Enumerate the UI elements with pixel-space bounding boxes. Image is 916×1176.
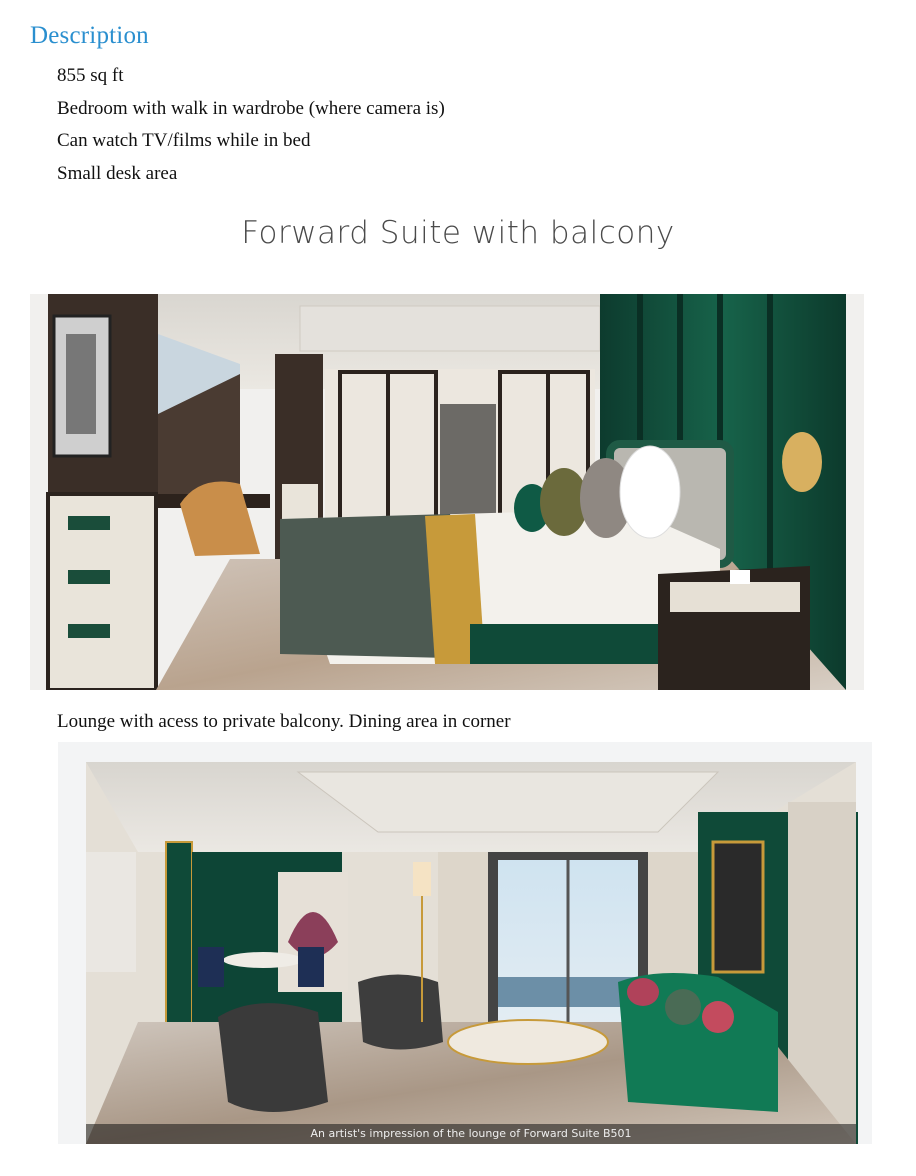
coffee-table [448,1020,608,1064]
lounge-illustration [58,742,872,1144]
wall-artwork-right [713,842,763,972]
lounge-photo [58,742,872,1144]
description-list [57,60,445,190]
list-item: Bedroom with walk in wardrobe (where camera is) [57,97,445,119]
list-item: Small desk area [57,162,178,184]
armchair [218,1003,328,1112]
photo-credit: An artist's impression of the lounge of Forward Suite B501 [86,1124,856,1144]
list-item: 855 sq ft [57,65,124,86]
list-item: Can watch TV/films while in bed [57,130,311,151]
bedroom-photo [30,294,864,690]
suite-title: Forward Suite with balcony [241,215,675,251]
wall-sconce [782,432,822,492]
bedroom-illustration [30,294,864,690]
lounge-caption: Lounge with acess to private balcony. Dining area in corner [57,711,511,732]
section-heading: Description [30,22,149,49]
